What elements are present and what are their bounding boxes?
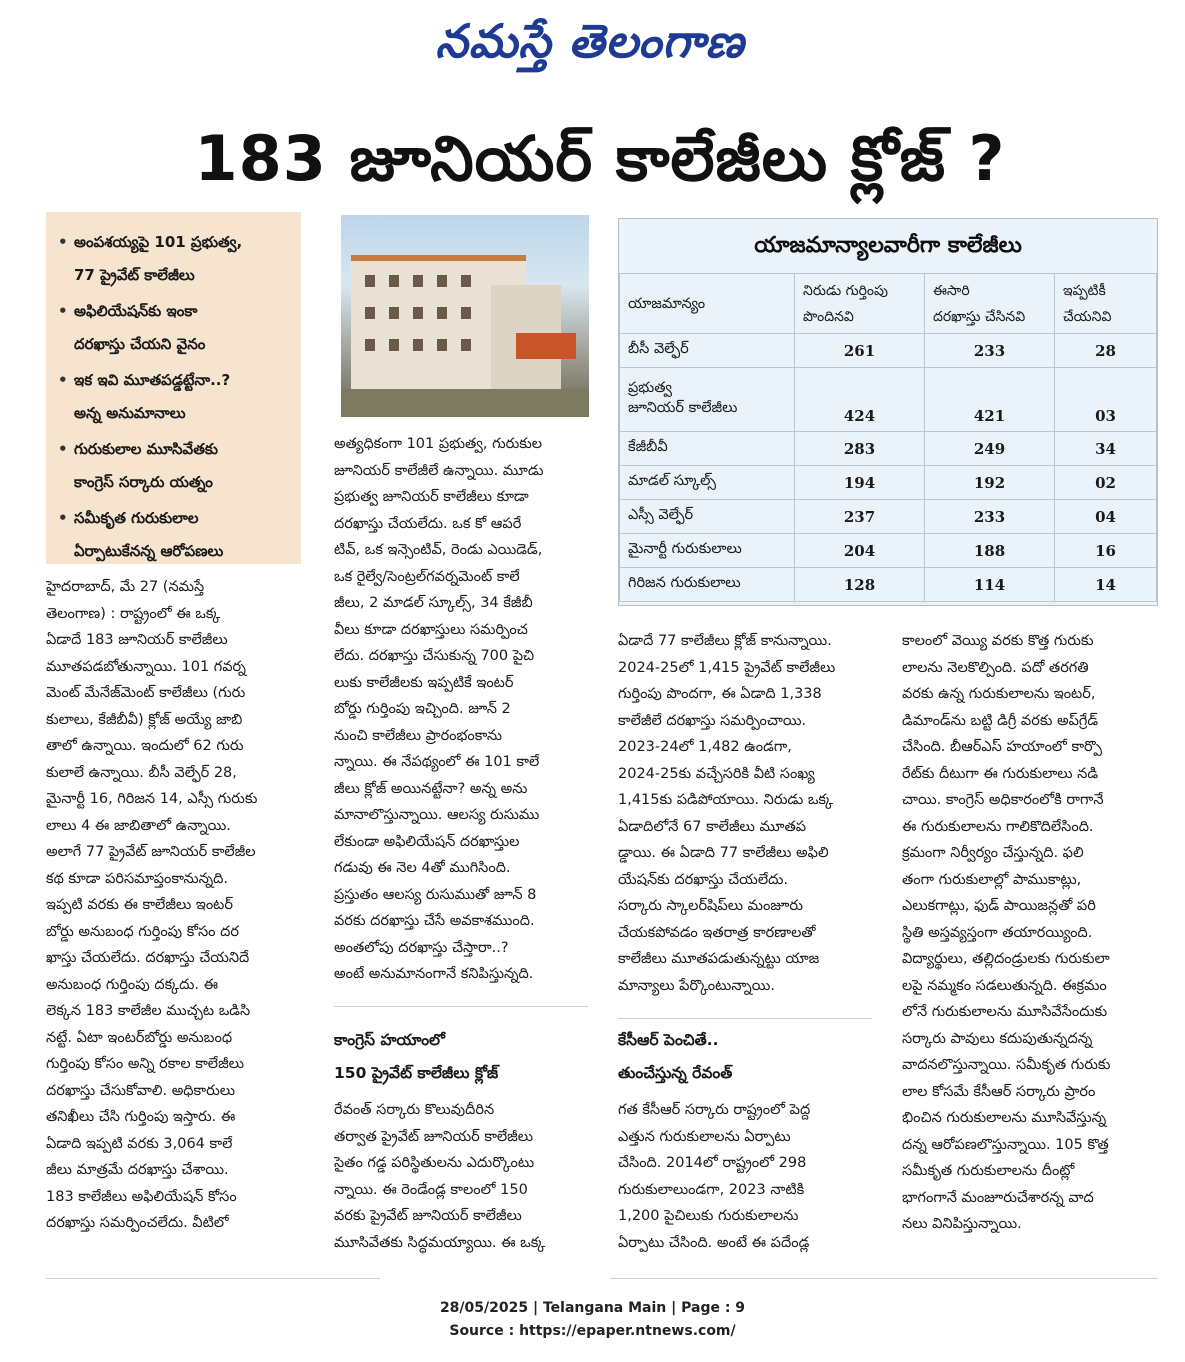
text-line: మాన్యాలు పేర్కొంటున్నాయి.	[618, 977, 775, 994]
table-row	[620, 368, 1157, 432]
text-line: నట్టే. ఏటా ఇంటర్‌బోర్డు అనుబంధ	[46, 1029, 233, 1046]
highlight-line: 77 ప్రైవేట్ కాలేజీలు	[74, 266, 195, 284]
text-line: ప్రస్తుతం ఆలస్య రుసుముతో జూన్ 8	[334, 886, 537, 903]
text-line: చేసింది. బీఆర్‌ఎస్ హయాంలో కార్పొ	[902, 739, 1103, 755]
table-row	[620, 334, 1157, 368]
management-name-cell	[620, 432, 795, 466]
college-building-photo	[341, 215, 589, 417]
text-line: బోర్డు అనుబంధ గుర్తింపు కోసం దర	[46, 923, 239, 940]
highlight-item	[56, 226, 295, 292]
text-line: తంగా గురుకులాల్లో పాముకాట్లు,	[902, 871, 1082, 888]
name-line: మైనార్టీ గురుకులాలు	[628, 540, 742, 557]
text-line: 183 కాలేజీలు అఫిలియేషన్ కోసం	[46, 1188, 237, 1205]
article-column-4	[902, 628, 1158, 1238]
text-line: లుకు కాలేజీలకు ఇప్పటికే ఇంటర్	[334, 674, 514, 691]
header-line: యాజమాన్యం	[628, 295, 706, 312]
management-name-cell	[620, 368, 795, 432]
text-line: వరకు ప్రైవేట్ జూనియర్ కాలేజీలు	[334, 1208, 522, 1224]
text-line: లోనే గురుకులాలను మూసివేసేందుకు	[902, 1004, 1108, 1020]
highlight-line: • ఇక ఇవి మూతపడ్డట్టేనా..?	[74, 371, 231, 389]
highlight-line: • గురుకులాల మూసివేతకు	[74, 440, 218, 458]
text-line: మెంట్ మేనేజ్‌మెంట్ కాలేజీలు (గురు	[46, 685, 246, 701]
count-cell: 283	[795, 432, 925, 466]
text-line: న్నాయి. ఈ రెండేండ్ల కాలంలో 150	[334, 1181, 528, 1198]
highlight-line: అన్న అనుమానాలు	[74, 404, 186, 422]
colleges-by-management-table	[618, 218, 1158, 606]
text-line: సర్కారు పావులు కదుపుతున్నదన్న	[902, 1030, 1093, 1047]
text-line: డ్డాయి. ఈ ఏడాది 77 కాలేజీలు అఫిలి	[618, 845, 829, 861]
text-line: 2024-25లో 1,415 ప్రైవేట్ కాలేజీలు	[618, 659, 836, 676]
table-header-cell	[795, 274, 925, 334]
table-row	[620, 500, 1157, 534]
highlight-item	[56, 433, 295, 499]
text-line: కులాలే ఉన్నాయి. బీసీ వెల్ఫేర్ 28,	[46, 764, 237, 781]
highlight-item	[56, 502, 295, 568]
text-line: ఇప్పటి వరకు ఈ కాలేజీలు ఇంటర్	[46, 897, 233, 913]
article-column-2-bottom	[334, 1097, 588, 1256]
text-line: ఏర్పాటు చేసింది. అంటే ఈ పదేండ్ల	[618, 1234, 810, 1251]
text-line: 1,200 పైచిలుకు గురుకులాలను	[618, 1208, 799, 1224]
text-line: దరఖాస్తు చేసుకోవాలి. అధికారులు	[46, 1082, 236, 1099]
count-cell: 128	[795, 568, 925, 602]
text-line: వరకు దరఖాస్తు చేసే అవకాశముంది.	[334, 913, 535, 929]
management-name-cell	[620, 534, 795, 568]
text-line: వీలు కూడా దరఖాస్తులు సమర్పించ	[334, 621, 528, 638]
table-header-cell	[620, 274, 795, 334]
text-line: ఎత్తున గురుకులాలను ఏర్పాటు	[618, 1128, 791, 1145]
table-row	[620, 432, 1157, 466]
text-line: సైతం గడ్డ పరిస్థితులను ఎదుర్కొంటు	[334, 1155, 535, 1171]
text-line: వాదనలొస్తున్నాయి. సమీకృత గురుకు	[902, 1057, 1111, 1073]
text-line: మూసివేతకు సిద్ధమయ్యాయి. ఈ ఒక్క	[334, 1234, 546, 1251]
table-row	[620, 534, 1157, 568]
count-cell: 424	[795, 368, 925, 432]
text-line: అనుబంధ గుర్తింపు దక్కదు. ఈ	[46, 976, 219, 993]
highlight-line: • అంపశయ్యపై 101 ప్రభుత్వ,	[74, 233, 243, 251]
text-line: క్రమంగా నిర్వీర్యం చేస్తున్నది. ఫలి	[902, 845, 1084, 861]
text-line: భించిన గురుకులాలను మూసివేస్తున్న	[902, 1110, 1107, 1126]
count-cell: 204	[795, 534, 925, 568]
text-line: జీలు క్లోజ్ అయినట్టేనా? అన్న అను	[334, 780, 528, 797]
count-cell: 194	[795, 466, 925, 500]
text-line: లేదు. దరఖాస్తు చేసుకున్న 700 పైచి	[334, 648, 535, 664]
text-line: తాలో ఉన్నాయి. ఇందులో 62 గురు	[46, 738, 244, 754]
text-line: దన్న ఆరోపణలొస్తున్నాయి. 105 కొత్త	[902, 1136, 1109, 1153]
subheading-congress-era: కాంగ్రెస్ హయాంలో 150 ప్రైవేట్ కాలేజీలు క్లోజ్	[334, 1031, 499, 1082]
management-name-cell	[620, 568, 795, 602]
subheading-kcr-revanth: కేసీఆర్ పెంచితే.. తుంచేస్తున్న రేవంత్	[618, 1031, 733, 1082]
text-line: ఎలుకగాట్లు, ఫుడ్ పాయిజన్లతో పరి	[902, 898, 1096, 914]
article-column-3-bottom	[618, 1097, 872, 1256]
text-line: ఏడాదిలోనే 67 కాలేజీలు మూతప	[618, 818, 807, 835]
text-line: లాలను నెలకొల్పింది. పదో తరగతి	[902, 659, 1089, 676]
name-line: ప్రభుత్వ	[628, 379, 673, 396]
highlights-box	[46, 212, 301, 564]
table-row	[620, 466, 1157, 500]
text-line: ఖాస్తు చేయలేదు. దరఖాస్తు చేయనిదే	[46, 950, 250, 966]
text-line: తనిఖీలు చేసి గుర్తింపు ఇస్తారు. ఈ	[46, 1109, 236, 1125]
count-cell: 233	[925, 334, 1055, 368]
text-line: తర్వాత ప్రైవేట్ జూనియర్ కాలేజీలు	[334, 1128, 534, 1145]
highlight-item	[56, 364, 295, 430]
highlight-line: ఏర్పాటుకేనన్న ఆరోపణలు	[74, 542, 224, 560]
count-cell: 28	[1055, 334, 1157, 368]
management-name-cell	[620, 500, 795, 534]
text-line: టివ్, ఒక ఇన్సెంటివ్, రెండు ఎయిడెడ్,	[334, 542, 543, 558]
text-line: హైదరాబాద్, మే 27 (నమస్తే	[46, 579, 205, 595]
text-line: కాలేజీలు మూతపడుతున్నట్టు యాజ	[618, 951, 820, 967]
text-line: వరకు ఉన్న గురుకులాలను ఇంటర్,	[902, 686, 1096, 702]
text-line: ఏడాదే 77 కాలేజీలు క్లోజ్ కానున్నాయి.	[618, 633, 832, 649]
name-line: మాడల్ స్కూల్స్	[628, 472, 717, 489]
highlight-line: కాంగ్రెస్ సర్కారు యత్నం	[74, 473, 213, 491]
text-line: అలాగే 77 ప్రైవేట్ జూనియర్ కాలేజీల	[46, 844, 256, 860]
text-line: మూతపడబోతున్నాయి. 101 గవర్న	[46, 658, 246, 675]
text-line: యేషన్‌కు దరఖాస్తు చేయలేదు.	[618, 871, 788, 888]
text-line: మానాలొస్తున్నాయి. ఆలస్య రుసుము	[334, 807, 540, 823]
text-line: ఏడాది ఇప్పటి వరకు 3,064 కాలే	[46, 1135, 233, 1152]
footer-source: Source : https://epaper.ntnews.com/	[449, 1323, 736, 1339]
text-line: ప్రభుత్వ జూనియర్ కాలేజీలు కూడా	[334, 489, 529, 505]
table-header-cell	[925, 274, 1055, 334]
text-line: నుంచి కాలేజీలు ప్రారంభంకాను	[334, 727, 503, 744]
text-line: లాల కోసమే కేసీఆర్ సర్కారు ప్రారం	[902, 1083, 1096, 1100]
text-line: కులాలు, కేజీబీవీ) క్లోజ్ అయ్యే జాబి	[46, 711, 243, 728]
text-line: 2023-24లో 1,482 ఉండగా,	[618, 739, 792, 755]
text-line: అత్యధికంగా 101 ప్రభుత్వ, గురుకుల	[334, 436, 543, 452]
text-line: గుర్తింపు కోసం అన్ని రకాల కాలేజీలు	[46, 1056, 244, 1072]
table-title: యాజమాన్యాలవారీగా కాలేజీలు	[754, 233, 1022, 258]
header-line: నిరుడు గుర్తింపు	[803, 282, 889, 299]
count-cell: 02	[1055, 466, 1157, 500]
footer-date-page: 28/05/2025 | Telangana Main | Page : 9	[439, 1300, 746, 1316]
text-line: భాగంగానే మంజూరుచేశారన్న వాద	[902, 1189, 1094, 1206]
highlight-line: దరఖాస్తు చేయని వైనం	[74, 335, 206, 353]
text-line: న్నాయి. ఈ నేపథ్యంలో ఈ 101 కాలే	[334, 754, 540, 770]
text-line: సమీకృత గురుకులాలను దీంట్లో	[902, 1163, 1075, 1179]
text-line: డిమాండ్‌ను బట్టి డిగ్రీ వరకు అప్‌గ్రేడ్	[902, 712, 1099, 729]
text-line: 1,415కు పడిపోయాయి. నిరుడు ఒక్క	[618, 792, 833, 808]
table-header-cell	[1055, 274, 1157, 334]
count-cell: 114	[925, 568, 1055, 602]
text-line: 2024-25కు వచ్చేసరికి వీటి సంఖ్య	[618, 765, 815, 782]
header-line: పొందినవి	[803, 308, 854, 325]
count-cell: 188	[925, 534, 1055, 568]
management-name-cell	[620, 466, 795, 500]
headline: 183 జూనియర్ కాలేజీలు క్లోజ్ ?	[194, 122, 1006, 195]
text-line: రేవంత్ సర్కారు కొలువుదీరిన	[334, 1102, 495, 1118]
name-line: గిరిజన గురుకులాలు	[628, 574, 741, 591]
text-line: గత కేసీఆర్ సర్కారు రాష్ట్రంలో పెద్ద	[618, 1102, 811, 1118]
text-line: మైనార్టీ 16, గిరిజన 14, ఎస్సీ గురుకు	[46, 791, 258, 807]
article-column-2-top	[334, 431, 588, 988]
text-line: బోర్డు గుర్తింపు ఇచ్చింది. జూన్ 2	[334, 701, 511, 717]
text-line: దరఖాస్తు సమర్పించలేదు. వీటిలో	[46, 1215, 229, 1231]
text-line: గురుకులాలుండగా, 2023 నాటికి	[618, 1181, 805, 1198]
table-header-row	[620, 274, 1157, 334]
text-line: తెలంగాణ) : రాష్ట్రంలో ఈ ఒక్క	[46, 605, 221, 622]
text-line: లెక్కన 183 కాలేజీల ముచ్చట ఒడిసి	[46, 1003, 251, 1019]
text-line: నలు వినిపిస్తున్నాయి.	[902, 1216, 1022, 1232]
text-line: కాలంలో వెయ్యి వరకు కొత్త గురుకు	[902, 633, 1094, 649]
text-line: కాలేజీలే దరఖాస్తు సమర్పించాయి.	[618, 712, 807, 729]
masthead-logo: నమస్తే తెలంగాణ	[435, 14, 745, 68]
text-line: అంటే అనుమానంగానే కనిపిస్తున్నది.	[334, 966, 534, 982]
divider	[334, 1006, 588, 1007]
name-line: జూనియర్ కాలేజీలు	[628, 399, 738, 416]
header-line: దరఖాస్తు చేసినవి	[933, 308, 1026, 325]
highlight-line: • అఫిలియేషన్‌కు ఇంకా	[74, 302, 198, 320]
text-line: చేసింది. 2014లో రాష్ట్రంలో 298	[618, 1155, 807, 1171]
count-cell: 261	[795, 334, 925, 368]
count-cell: 233	[925, 500, 1055, 534]
text-line: సర్కారు స్కాలర్‌షిప్‌లు మంజూరు	[618, 898, 803, 914]
header-line: చేయనివి	[1063, 308, 1112, 325]
text-line: లాలు 4 ఈ జాబితాలో ఉన్నాయి.	[46, 817, 231, 834]
text-line: గడువు ఈ నెల 4తో ముగిసింది.	[334, 860, 511, 876]
text-line: జీలు మాత్రమే దరఖాస్తు చేశాయి.	[46, 1162, 229, 1178]
text-line: ఏడాదే 183 జూనియర్ కాలేజీలు	[46, 632, 228, 648]
text-line: దరఖాస్తు చేయలేదు. ఒక కో ఆపరే	[334, 515, 522, 532]
divider	[46, 1278, 380, 1279]
text-line: రేట్‌కు దీటుగా ఈ గురుకులాలు నడి	[902, 765, 1099, 782]
header-line: ఈసారి	[933, 282, 970, 299]
count-cell: 03	[1055, 368, 1157, 432]
divider	[610, 1278, 1158, 1279]
text-line: చేయకపోవడం ఇతరాత్ర కారణాలతో	[618, 924, 816, 941]
count-cell: 249	[925, 432, 1055, 466]
text-line: జీలు, 2 మాడల్ స్కూల్స్, 34 కేజీబీ	[334, 595, 533, 611]
text-line: లపై నమ్మకం సడలుతున్నది. ఈక్రమం	[902, 977, 1107, 994]
table-row	[620, 568, 1157, 602]
header-line: ఇప్పటికీ	[1063, 282, 1106, 299]
article-column-3-top	[618, 628, 872, 999]
text-line: చాయి. కాంగ్రెస్ అధికారంలోకి రాగానే	[902, 792, 1104, 808]
text-line: గుర్తింపు పొందగా, ఈ ఏడాది 1,338	[618, 686, 822, 702]
count-cell: 34	[1055, 432, 1157, 466]
text-line: విద్యార్థులు, తల్లిదండ్రులకు గురుకులా	[902, 951, 1110, 967]
text-line: కథ కూడా పరిసమాప్తంకానున్నది.	[46, 870, 229, 887]
text-line: ఈ గురుకులాలను గాలికొదిలేసింది.	[902, 818, 1094, 835]
text-line: అంతలోపు దరఖాస్తు చేస్తారా..?	[334, 939, 509, 956]
count-cell: 237	[795, 500, 925, 534]
text-line: స్థితి అస్తవ్యస్తంగా తయారయ్యింది.	[902, 924, 1093, 941]
name-line: బీసీ వెల్ఫేర్	[628, 340, 689, 357]
article-column-1	[46, 574, 302, 1237]
name-line: ఎస్సీ వెల్ఫేర్	[628, 506, 694, 523]
highlight-line: • సమీకృత గురుకులాల	[74, 509, 199, 527]
text-line: ఒక రైల్వే/సెంట్రల్‌గవర్నమెంట్ కాలే	[334, 568, 520, 585]
management-name-cell	[620, 334, 795, 368]
name-line: కేజీబీవీ	[628, 438, 668, 455]
text-line: లేకుండా అఫిలియేషన్ దరఖాస్తుల	[334, 833, 520, 850]
count-cell: 16	[1055, 534, 1157, 568]
count-cell: 14	[1055, 568, 1157, 602]
count-cell: 192	[925, 466, 1055, 500]
divider	[618, 1018, 872, 1019]
text-line: జూనియర్ కాలేజీలే ఉన్నాయి. మూడు	[334, 462, 544, 479]
highlight-item	[56, 295, 295, 361]
count-cell: 04	[1055, 500, 1157, 534]
count-cell: 421	[925, 368, 1055, 432]
